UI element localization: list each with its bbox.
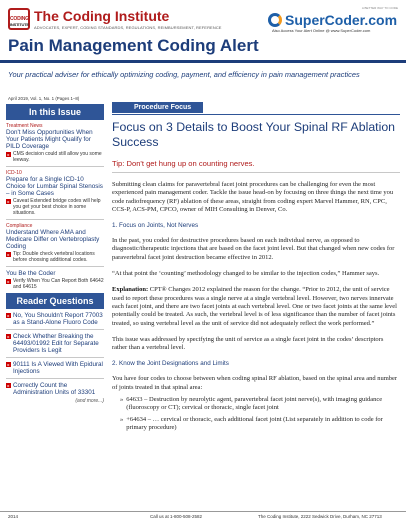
org-name: The Coding Institute <box>34 8 170 24</box>
section-label: Treatment News <box>6 123 43 129</box>
section-bullet: CMS decision could still allow you some leeway. <box>13 151 102 163</box>
article-paragraph-2: “At that point the ‘counting’ methodology changed to be similar to the injection codes,” Hammer says. <box>112 270 380 278</box>
article-paragraph-1: In the past, you coded for destructive procedures based on each individual nerve, as opposed to diagnostic/therapeutic injections that are based on the facet joint level. But that changed when new codes for paravertebral facet joint destruction became effective in 2012. <box>112 237 395 261</box>
divider <box>6 219 104 220</box>
reader-question-item[interactable] <box>6 382 104 396</box>
arrow-right-icon: ▸ <box>7 199 10 204</box>
article <box>112 96 400 508</box>
code-list-text: 64633 – Destruction by neurolytic agent, paravertebral facet joint nerve(s), with imaging guidance (fluoroscopy or CT); cervical or thoracic, single facet joint <box>126 396 383 412</box>
and-more-link[interactable]: (and more...) <box>75 398 104 404</box>
footer-rule <box>0 511 406 512</box>
reader-question-text: No, You Shouldn't Report 77003 as a Stand-Alone Fluoro Code <box>13 312 103 326</box>
supercoder-badge: A BETTER WAY TO CODE <box>361 6 398 10</box>
section-bullet: Caveat Extended bridge codes will help you get your best choice in some situations. <box>13 198 101 216</box>
arrow-right-icon: ▸ <box>7 279 10 284</box>
reader-question-item[interactable] <box>6 361 104 375</box>
logo-text-bottom: INSTITUTE <box>10 22 29 27</box>
in-this-issue-header: In this Issue <box>6 104 104 120</box>
divider <box>6 266 104 267</box>
explanation-label: Explanation: <box>112 286 149 294</box>
article-paragraph-5: You have four codes to choose between when coding spinal RF ablation, based on the spinal area and number of joints treated in that spinal area: <box>112 375 398 391</box>
reader-question-text: 90111 Is A Viewed With Epidural Injections <box>13 361 103 375</box>
reader-questions-header: Reader Questions <box>6 293 104 309</box>
section-bullet: Verify When You Can Report Both 64642 and 64615 <box>13 278 104 290</box>
logo-text-top: CODING <box>10 16 29 22</box>
code-list-item <box>120 416 400 432</box>
article-heading-1: 1. Focus on Joints, Not Nerves <box>112 222 199 230</box>
org-tagline: ADVOCATES, EXPERT, CODING STANDARDS, REGULATIONS, REIMBURSEMENT, REFERENCE <box>34 25 222 30</box>
code-list-item <box>120 396 400 412</box>
section-headline[interactable]: Don't Miss Opportunities When Your Patients Might Qualify for PILD Coverage <box>6 129 93 150</box>
footer-phone: Call us at 1-800-508-2582 <box>150 514 203 519</box>
supercoder-subline: Also Access Your Alert Online @ www.SuperCoder.com <box>272 28 371 33</box>
arrow-right-icon: ▸ <box>7 252 10 257</box>
section-headline[interactable]: You Be the Coder <box>6 270 56 277</box>
newsletter-title: Pain Management Coding Alert <box>8 36 259 55</box>
article-tip: Tip: Don't get hung up on counting nerves. <box>112 159 255 168</box>
divider <box>6 329 104 330</box>
divider <box>6 166 104 167</box>
newsletter-subtitle: Your practical adviser for ethically optimizing coding, payment, and efficiency in pain management practices <box>8 70 360 79</box>
section-tab: Procedure Focus <box>112 102 203 113</box>
reader-question-text: Check Whether Breaking the 64493/01992 Edit for Separate Providers Is Legit <box>13 333 99 354</box>
list-bullet-icon: » <box>120 396 124 404</box>
divider <box>6 378 104 379</box>
article-paragraph-3 <box>112 286 400 327</box>
section-label: Compliance <box>6 223 33 229</box>
issue-section[interactable] <box>6 270 104 290</box>
masthead <box>0 0 406 90</box>
section-bullet: Tip: Double check vertebral locations before choosing additional codes. <box>13 251 95 263</box>
arrow-right-icon: ▸ <box>7 313 10 318</box>
section-headline[interactable]: Prepare for a Single ICD-10 Choice for Lumbar Spinal Stenosis – in Some Cases <box>6 176 103 197</box>
divider <box>6 357 104 358</box>
tip-rule <box>112 172 400 173</box>
arrow-right-icon: ▸ <box>7 152 10 157</box>
article-title: Focus on 3 Details to Boost Your Spinal RF Ablation Success <box>112 120 395 149</box>
section-headline[interactable]: Understand Where AMA and Medicare Differ on Vertebroplasty Coding <box>6 229 100 250</box>
supercoder-name: SuperCoder.com <box>285 12 398 28</box>
coding-institute-logo <box>8 8 30 30</box>
issue-section[interactable] <box>6 223 104 263</box>
article-heading-2: 2. Know the Joint Designations and Limits <box>112 360 229 368</box>
page-number: 2014 <box>8 514 19 519</box>
reader-question-text: Correctly Count the Administration Units of 33301 <box>13 382 96 396</box>
reader-question-item[interactable] <box>6 333 104 354</box>
arrow-right-icon: ▸ <box>7 383 10 388</box>
code-list-text: +64634 – … cervical or thoracic, each additional facet joint (List separately in addition to code for primary procedure) <box>126 416 383 432</box>
section-label: ICD-10 <box>6 170 22 176</box>
footer-publisher: The Coding Institute, 2222 Sedwick Drive, Durham, NC 27713 <box>258 514 382 519</box>
issue-section[interactable] <box>6 123 104 163</box>
explanation-text: CPT® Changes 2012 explained the reason for the change. “Prior to 2012, the unit of service used to report these procedures was a single nerve at a single vertebral level. However, two nerves innervate each facet joint, and there are two facet joints at each vertebral level. One or two facet joints at the same level potentially could be treated. As such, the vertebral level is of less significance than the number of facet joints treated, so using vertebral level as the unit of service did not adequately reflect the work performed.” <box>112 286 397 327</box>
title-rule <box>0 60 406 63</box>
article-paragraph-4: This issue was addressed by specifying the unit of service as a single facet joint in the codes’ descriptors rather than a vertebral level. <box>112 335 384 352</box>
supercoder-block[interactable] <box>268 6 398 40</box>
arrow-right-icon: ▸ <box>7 334 10 339</box>
issue-section[interactable] <box>6 170 104 216</box>
reader-question-item[interactable] <box>6 312 104 326</box>
sidebar <box>6 104 104 510</box>
section-tab-rule <box>112 114 400 115</box>
list-bullet-icon: » <box>120 416 124 424</box>
issue-line: April 2019, Vol. 1, No. 1 (Pages 1–8) <box>8 96 80 101</box>
supercoder-logo-icon <box>268 13 282 27</box>
arrow-right-icon: ▸ <box>7 362 10 367</box>
article-intro: Submitting clean claims for paravertebral facet joint procedures can be challenging for even the most experienced pain management coder. Tackle the issue head-on by focusing on three things the next time you code radiofrequency (RF) ablation of these areas, straight from coding expert Marvel Hammer, RN, CPC, CCS-P, ACS-PM, CPCO, owner of MIH Consulting in Denver, Co. <box>112 181 394 213</box>
